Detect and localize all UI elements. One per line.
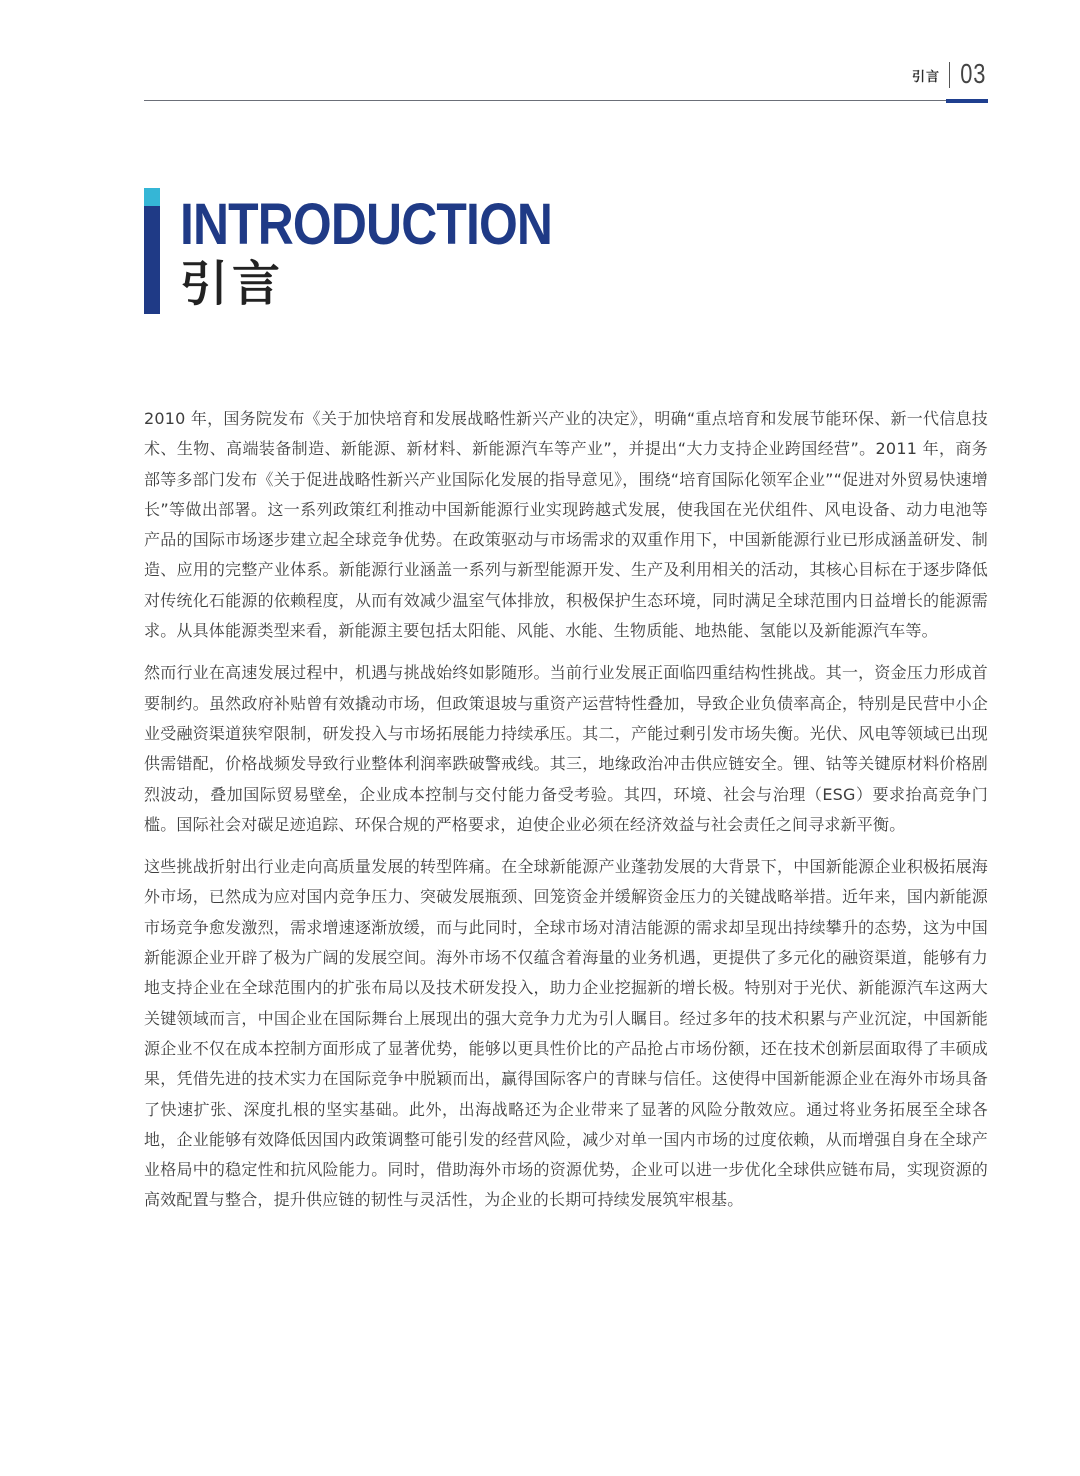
- paragraph-3: 这些挑战折射出行业走向高质量发展的转型阵痛。在全球新能源产业蓬勃发展的大背景下，中国新能源企业积极拓展海外市场，已然成为应对国内竞争压力、突破发展瓶颈、回笼资金并缓解资金压力的关键战略举措。近年来，国内新能源市场竞争愈发激烈，需求增速逐渐放缓，而与此同时，全球市场对清洁能源的需求却呈现出持续攀升的态势，这为中国新能源企业开辟了极为广阔的发展空间。海外市场不仅蕴含着海量的业务机遇，更提供了多元化的融资渠道，能够有力地支持企业在全球范围内的扩张布局以及技术研发投入，助力企业挖掘新的增长极。特别对于光伏、新能源汽车这两大关键领域而言，中国企业在国际舞台上展现出的强大竞争力尤为引人瞩目。经过多年的技术积累与产业沉淀，中国新能源企业不仅在成本控制方面形成了显著优势，能够以更具性价比的产品抢占市场份额，还在技术创新层面取得了丰硕成果，凭借先进的技术实力在国际竞争中脱颖而出，赢得国际客户的青睐与信任。这使得中国新能源企业在海外市场具备了快速扩张、深度扎根的坚实基础。此外，出海战略还为企业带来了显著的风险分散效应。通过将业务拓展至全球各地，企业能够有效降低因国内政策调整可能引发的经营风险，减少对单一国内市场的过度依赖，从而增强自身在全球产业格局中的稳定性和抗风险能力。同时，借助海外市场的资源优势，企业可以进一步优化全球供应链布局，实现资源的高效配置与整合，提升供应链的韧性与灵活性，为企业的长期可持续发展筑牢根基。: [144, 857, 988, 1210]
- body-text: [144, 404, 988, 1228]
- title-accent-cyan: [144, 188, 160, 206]
- paragraph-2: 然而行业在高速发展过程中，机遇与挑战始终如影随形。当前行业发展正面临四重结构性挑战。其一，资金压力形成首要制约。虽然政府补贴曾有效撬动市场，但政策退坡与重资产运营特性叠加，导致企业负债率高企，特别是民营中小企业受融资渠道狭窄限制，研发投入与市场拓展能力持续承压。其二，产能过剩引发市场失衡。光伏、风电等领域已出现供需错配，价格战频发导致行业整体利润率跌破警戒线。其三，地缘政治冲击供应链安全。锂、钴等关键原材料价格剧烈波动，叠加国际贸易壁垒，企业成本控制与交付能力备受考验。其四，环境、社会与治理（ESG）要求抬高竞争门槛。国际社会对碳足迹追踪、环保合规的严格要求，迫使企业必须在经济效益与社会责任之间寻求新平衡。: [144, 663, 988, 834]
- title-accent-bar: [144, 206, 160, 314]
- page-number: 03: [960, 58, 986, 89]
- page-title-english: INTRODUCTION: [180, 192, 553, 257]
- paragraph-1: 2010 年，国务院发布《关于加快培育和发展战略性新兴产业的决定》，明确“重点培育和发展节能环保、新一代信息技术、生物、高端装备制造、新能源、新材料、新能源汽车等产业”，并提出“大力支持企业跨国经营”。2011 年，商务部等多部门发布《关于促进战略性新兴产业国际化发展的指导意见》，围绕“培育国际化领军企业”“促进对外贸易快速增长”等做出部署。这一系列政策红利推动中国新能源行业实现跨越式发展，使我国在光伏组件、风电设备、动力电池等产品的国际市场逐步建立起全球竞争优势。在政策驱动与市场需求的双重作用下，中国新能源行业已形成涵盖研发、制造、应用的完整产业体系。新能源行业涵盖一系列与新型能源开发、生产及利用相关的活动，其核心目标在于逐步降低对传统化石能源的依赖程度，从而有效减少温室气体排放，积极保护生态环境，同时满足全球范围内日益增长的能源需求。从具体能源类型来看，新能源主要包括太阳能、风能、水能、生物质能、地热能、氢能以及新能源汽车等。: [144, 409, 988, 641]
- section-label: 引言: [911, 70, 940, 85]
- header-divider: [949, 62, 950, 88]
- header-accent-bar: [946, 99, 988, 103]
- page-header: [144, 56, 988, 102]
- header-rule: [144, 100, 988, 101]
- title-block: [144, 188, 744, 318]
- page-title-chinese: 引言: [180, 256, 285, 312]
